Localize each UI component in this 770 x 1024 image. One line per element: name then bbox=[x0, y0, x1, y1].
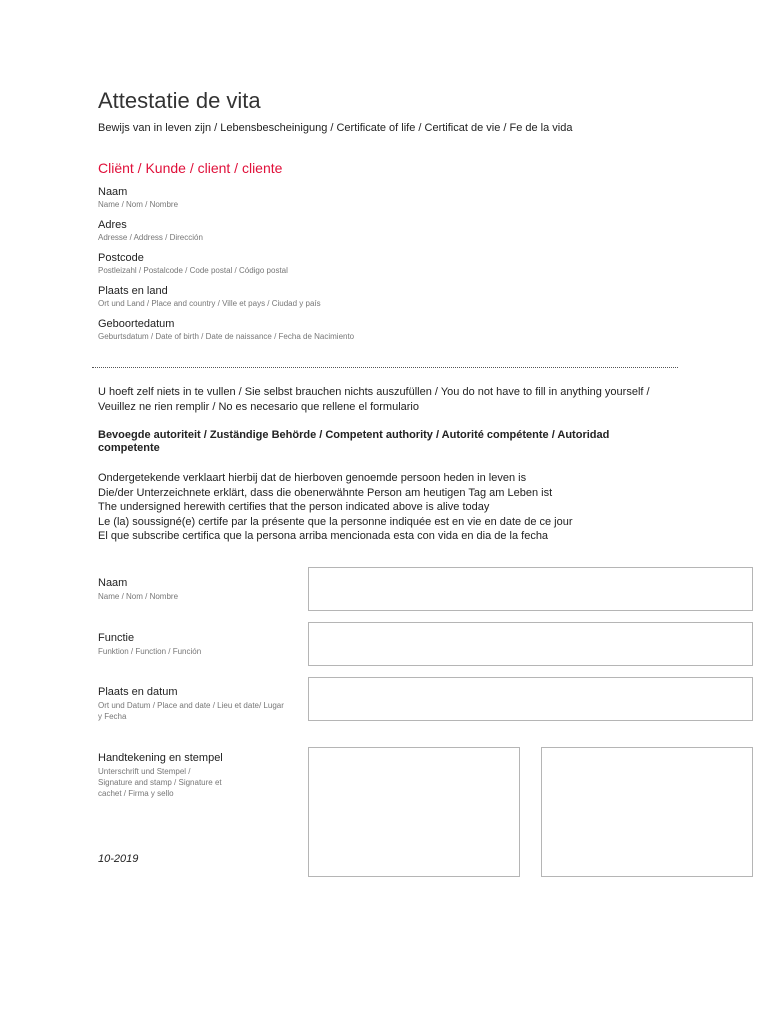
form-label-main: Naam bbox=[98, 577, 128, 589]
dotted-divider bbox=[92, 367, 678, 368]
declaration-line-nl: Ondergetekende verklaart hierbij dat de hierboven genoemde persoon heden in leven is bbox=[98, 472, 527, 484]
authority-place-date-field[interactable] bbox=[308, 677, 753, 721]
field-label: Naam bbox=[98, 186, 128, 198]
document-subtitle: Bewijs van in leven zijn / Lebensbescheinigung / Certificate of life / Certificat de vie / Fe de la vida bbox=[98, 122, 573, 134]
form-label-sub: Unterschrift und Stempel / Signature and stamp / Signature et cachet / Firma y sello bbox=[98, 767, 222, 798]
authority-function-field[interactable] bbox=[308, 622, 753, 666]
stamp-field[interactable] bbox=[541, 747, 753, 877]
field-sublabel: Ort und Land / Place and country / Ville et pays / Ciudad y país bbox=[98, 299, 321, 308]
field-sublabel: Adresse / Address / Dirección bbox=[98, 233, 203, 242]
field-sublabel: Name / Nom / Nombre bbox=[98, 200, 179, 209]
client-field-place-country bbox=[98, 285, 321, 308]
authority-name-field[interactable] bbox=[308, 567, 753, 611]
no-fill-note: U hoeft zelf niets in te vullen / Sie selbst brauchen nichts auszufüllen / You do not have to fill in anything yourself / Veuillez ne rien remplir / No es necesario que rellene el formulario bbox=[98, 386, 650, 413]
field-sublabel: Geburtsdatum / Date of birth / Date de naissance / Fecha de Nacimiento bbox=[98, 332, 355, 341]
form-label-main: Handtekening en stempel bbox=[98, 752, 223, 764]
client-field-birthdate bbox=[98, 318, 354, 341]
authority-function-label bbox=[98, 632, 201, 657]
document-title: Attestatie de vita bbox=[98, 88, 261, 113]
declaration-line-en: The undersigned herewith certifies that the person indicated above is alive today bbox=[98, 501, 490, 514]
field-sublabel: Postleizahl / Postalcode / Code postal / Código postal bbox=[98, 266, 288, 275]
authority-name-label bbox=[98, 577, 178, 602]
authority-place-date-label bbox=[98, 686, 290, 722]
form-label-main: Plaats en datum bbox=[98, 686, 178, 698]
signature-field[interactable] bbox=[308, 747, 520, 877]
client-field-address bbox=[98, 219, 203, 242]
declaration-line-es: El que subscribe certifica que la persona arriba mencionada esta con vida en dia de la fecha bbox=[98, 530, 549, 543]
form-label-sub: Ort und Datum / Place and date / Lieu et date/ Lugar y Fecha bbox=[98, 701, 284, 721]
form-label-sub: Funktion / Function / Función bbox=[98, 647, 202, 656]
form-label-sub: Name / Nom / Nombre bbox=[98, 592, 179, 601]
form-label-main: Functie bbox=[98, 632, 135, 644]
field-label: Plaats en land bbox=[98, 285, 168, 297]
client-section-heading: Cliënt / Kunde / client / cliente bbox=[98, 160, 283, 176]
field-label: Postcode bbox=[98, 252, 144, 264]
client-field-name bbox=[98, 186, 178, 209]
authority-signature-label bbox=[98, 752, 222, 799]
declaration-line-de: Die/der Unterzeichnete erklärt, dass die obenerwähnte Person am heutigen Tag am Leben ist bbox=[98, 486, 553, 499]
form-version: 10-2019 bbox=[98, 853, 139, 865]
authority-heading: Bevoegde autoriteit / Zuständige Behörde / Competent authority / Autorité compétente / Autoridad competente bbox=[98, 429, 610, 454]
field-label: Adres bbox=[98, 219, 127, 231]
declaration-line-fr: Le (la) soussigné(e) certife par la présente que la personne indiquée est en vie en date de ce jour bbox=[98, 515, 573, 528]
client-field-postcode bbox=[98, 252, 288, 275]
declaration-text bbox=[98, 471, 573, 544]
field-label: Geboortedatum bbox=[98, 318, 175, 330]
